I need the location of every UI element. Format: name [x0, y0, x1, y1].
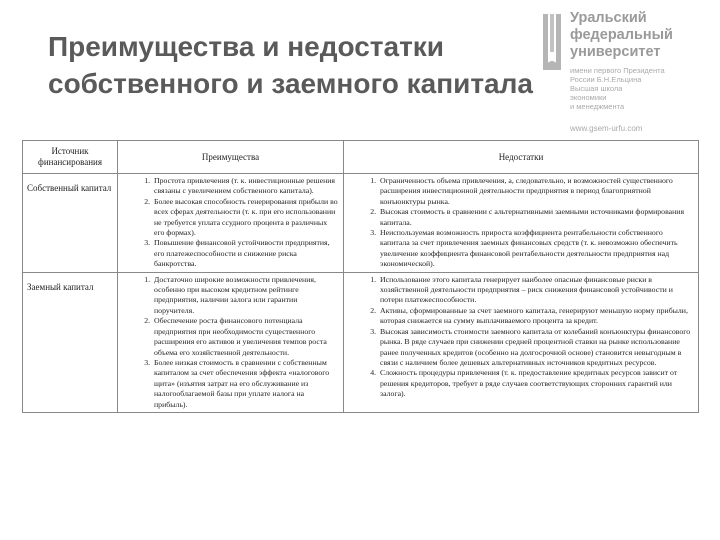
advantages-list [122, 275, 339, 410]
column-header-advantages: Преимущества [118, 141, 344, 174]
slide-title: Преимущества и недостатки собственного и заемного капитала [48, 31, 533, 99]
source-cell: Собственный капитал [23, 174, 118, 273]
list-item: 2. Высокая стоимость в сравнении с альтернативными заемными источниками формирования капитала. [378, 207, 694, 228]
disadvantages-list [348, 176, 694, 270]
list-item: 1. Простота привлечения (т. к. инвестиционные решения связаны с увеличением собственного капитала). [152, 176, 339, 197]
source-cell: Заемный капитал [23, 272, 118, 412]
list-item: 1. Ограниченность объема привлечения, а, следовательно, и возможностей существенного расширения инвестиционной деятельности предприятия в период благоприятной конъюнктуры рынка. [378, 176, 694, 207]
university-logo [540, 6, 718, 136]
university-name-line: федеральный [570, 27, 673, 43]
list-item: 2. Более высокая способность генерирования прибыли во всех сферах деятельности (т. к. при его использовании не требуется уплата ссудного процента в различных его формах). [152, 197, 339, 239]
column-header-source: Источник финансирования [23, 141, 118, 174]
list-item: 1. Использование этого капитала генерирует наиболее опасные финансовые риски в хозяйственной деятельности предприятия – риск снижения финансовой устойчивости и потери платежеспособности. [378, 275, 694, 306]
disadvantages-cell [344, 272, 699, 412]
subtitle-line: и менеджмента [570, 102, 625, 111]
capital-comparison-table [22, 140, 699, 413]
subtitle-line: России Б.Н.Ельцина [570, 75, 642, 84]
disadvantages-cell [344, 174, 699, 273]
advantages-cell [118, 174, 344, 273]
university-url: www.gsem-urfu.com [570, 124, 643, 133]
university-emblem-icon [540, 12, 564, 72]
disadvantages-list [348, 275, 694, 400]
list-item: 3. Повышение финансовой устойчивости предприятия, его платежеспособности и снижение риска банкротства. [152, 238, 339, 269]
university-subtitle [570, 66, 665, 111]
table-row [23, 174, 699, 273]
university-name-line: Уральский [570, 10, 647, 26]
advantages-cell [118, 272, 344, 412]
list-item: 2. Обеспечение роста финансового потенциала предприятия при необходимости существенного расширения его активов и увеличения темпов роста объема его хозяйственной деятельности. [152, 316, 339, 358]
table-header-row [23, 141, 699, 174]
advantages-list [122, 176, 339, 270]
list-item: 2. Активы, сформированные за счет заемного капитала, генерируют меньшую норму прибыли, которая снижается на сумму выплачиваемого процента за кредит. [378, 306, 694, 327]
list-item: 3. Высокая зависимость стоимости заемного капитала от колебаний конъюнктуры финансового рынка. В ряде случаев при снижении средней процентной ставки на рынке использование ранее полученных кредитов (особенно на долгосрочной основе) становится невыгодным в связи с наличием более дешевых альтернативных источников кредитных ресурсов. [378, 327, 694, 369]
list-item: 3. Неиспользуемая возможность прироста коэффициента рентабельности собственного капитала за счет привлечения заемных финансовых средств (т. к. невозможно обеспечить увеличение коэффициента финансовой рентабельности деятельности предприятия над экономической). [378, 228, 694, 270]
list-item: 4. Сложность процедуры привлечения (т. к. предоставление кредитных ресурсов зависит от решения кредиторов, требует в ряде случаев соответствующих сторонних гарантий или залога). [378, 368, 694, 399]
university-name [570, 10, 673, 61]
subtitle-line: экономики [570, 93, 607, 102]
subtitle-line: имени первого Президента [570, 66, 665, 75]
table-row [23, 272, 699, 412]
list-item: 3. Более низкая стоимость в сравнении с собственным капиталом за счет обеспечения эффекта «налогового щита» (изъятия затрат на его обслуживание из налогооблагаемой базы при уплате налога на прибыль). [152, 358, 339, 410]
university-name-line: университет [570, 44, 661, 60]
list-item: 1. Достаточно широкие возможности привлечения, особенно при высоком кредитном рейтинге предприятия, наличии залога или гарантии поручителя. [152, 275, 339, 317]
subtitle-line: Высшая школа [570, 84, 623, 93]
column-header-disadvantages: Недостатки [344, 141, 699, 174]
